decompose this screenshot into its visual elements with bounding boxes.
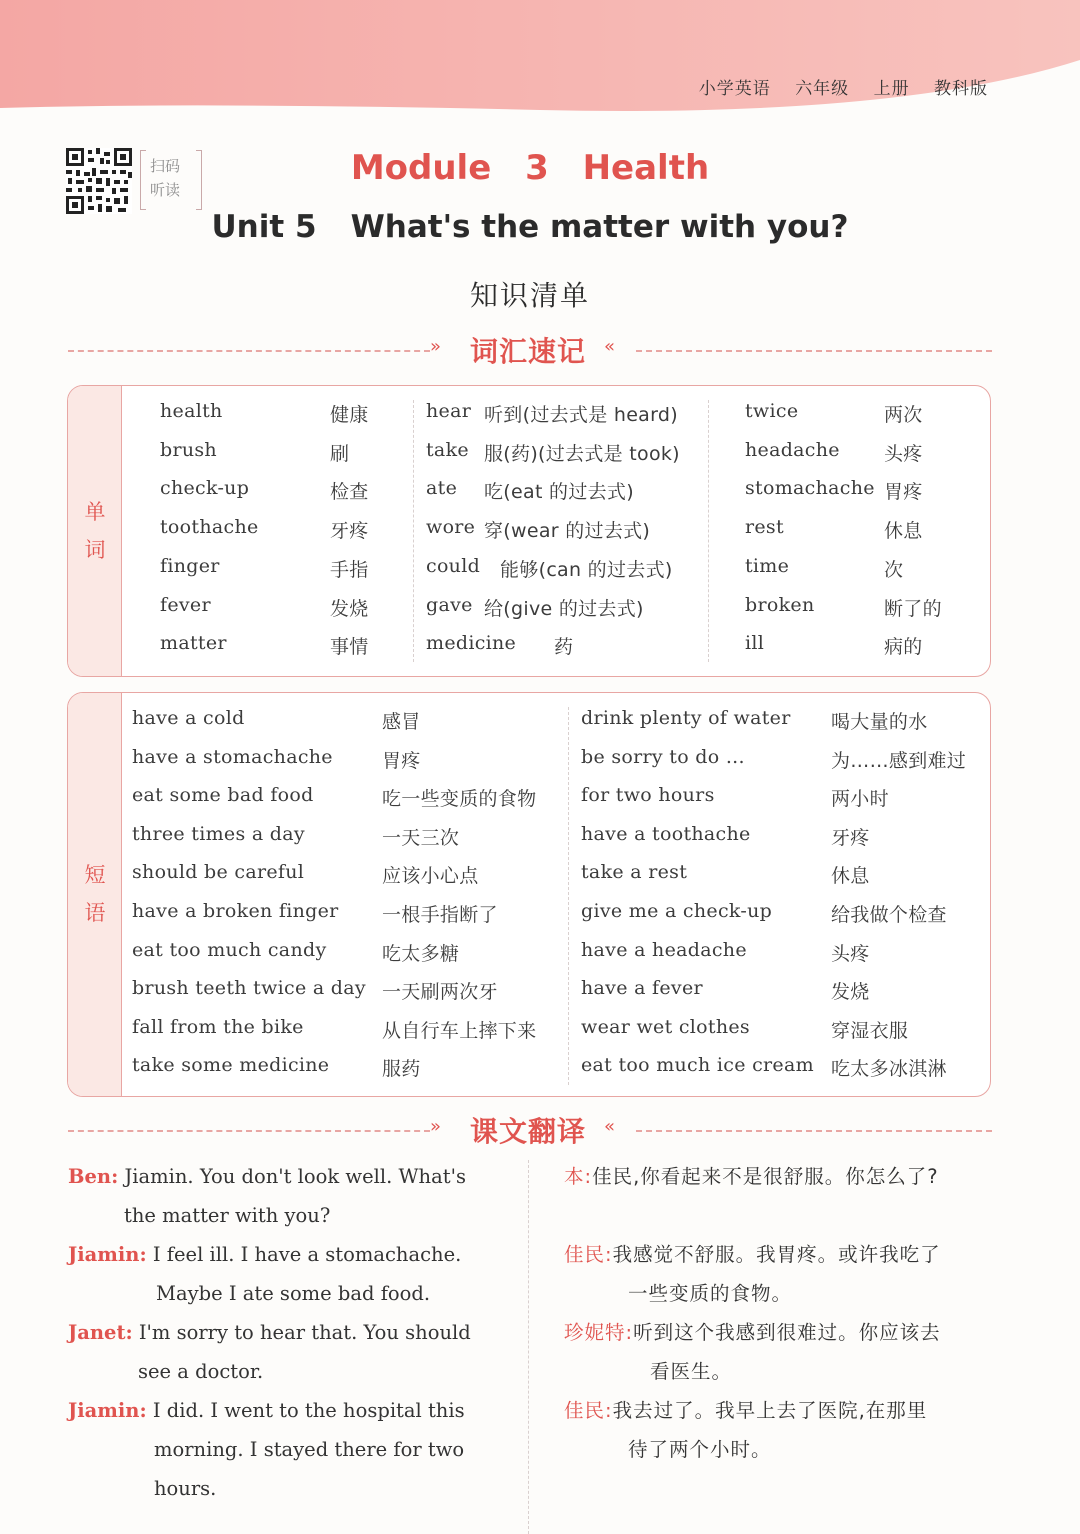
word-en: finger [160,554,220,577]
phrase-cn: 胃疼 [382,749,421,772]
dialogue-line: see a doctor. [138,1360,264,1383]
word-cn: 病的 [884,636,923,659]
dialogue-spacer [564,1196,994,1235]
phrases-side-label [68,693,122,1096]
phrase-cn: 两小时 [831,788,889,811]
word-cn: 两次 [884,404,923,426]
dialogue-line [564,1313,994,1352]
phrase-cn: 给我做个检查 [831,904,947,926]
dialogue-english [68,1157,498,1508]
checklist-heading: 知识清单 [469,279,590,312]
word-en: health [160,400,223,422]
phrase-en: three times a day [132,822,305,845]
dialogue-text: 我感觉不舒服。我胃疼。或许我吃了 [612,1243,941,1266]
word-cn: 服(药)(过去式是 took) [484,442,680,465]
word-cn: 给(give 的过去式) [484,597,644,620]
phrase-cn: 休息 [831,865,870,888]
speaker-name: 佳民: [564,1399,613,1422]
scan-label-line1: 扫码 [150,157,181,175]
top-banner [0,0,1080,118]
word-cn: 检查 [330,481,369,504]
phrase-en: have a toothache [581,822,751,845]
dialogue-line [564,1235,994,1274]
word-en: stomachache [745,477,875,500]
dialogue-line: Maybe I ate some bad food. [156,1282,431,1305]
phrase-cn: 吃一些变质的食物 [382,788,537,811]
dashed-line-left [68,1130,430,1132]
phrase-en: drink plenty of water [581,707,791,729]
word-cn: 穿(wear 的过去式) [484,520,651,543]
word-en: wore [426,516,476,539]
dialogue-line [68,1157,498,1196]
word-en: hear [426,400,472,422]
phrase-en: have a fever [581,977,703,1000]
dialogue-text: 我去过了。我早上去了医院,在那里 [612,1399,928,1422]
dialogue-line [68,1313,498,1352]
book-volume: 上册 [873,79,910,99]
word-cn: 发烧 [330,597,369,620]
dialogue-divider [528,1160,529,1534]
phrase-cn: 牙疼 [831,826,870,849]
word-cn: 听到(过去式是 heard) [484,404,678,426]
phrase-en: eat too much ice cream [581,1054,814,1077]
speaker-name: Janet: [68,1321,133,1344]
words-box [67,385,991,677]
phrase-cn: 从自行车上摔下来 [382,1019,537,1042]
phrase-cn: 一根手指断了 [382,904,498,926]
word-en: matter [160,632,227,655]
dialogue-chinese [564,1157,994,1469]
double-arrow-right-icon: » [430,336,442,357]
phrase-cn: 穿湿衣服 [831,1019,909,1042]
phrase-cn: 为……感到难过 [831,749,967,772]
unit-number: Unit 5 [211,209,317,245]
translation-section-banner [68,1110,992,1150]
word-en: toothache [160,516,259,539]
word-cn: 胃疼 [884,481,923,504]
phrase-cn: 一天三次 [382,826,460,849]
phrase-en: have a broken finger [132,900,339,922]
words-side-label [68,386,122,676]
phrase-en: should be careful [132,861,305,884]
words-label-char2: 词 [84,538,106,562]
phrases-label-char1: 短 [84,863,106,887]
phrase-en: have a headache [581,938,747,961]
word-en: fever [160,593,211,616]
words-label-char1: 单 [84,500,106,524]
word-cn: 事情 [330,636,369,659]
phrases-box [67,692,991,1097]
phrase-cn: 感冒 [382,711,421,733]
phrase-en: take a rest [581,861,688,884]
book-info [681,74,988,99]
phrase-cn: 一天刷两次牙 [382,981,498,1004]
word-en: ate [426,477,458,500]
dashed-line-right [636,350,992,352]
word-en: ill [745,632,765,655]
word-en: take [426,438,469,461]
dialogue-text: I did. I went to the hospital this [152,1399,465,1422]
phrase-en: give me a check-up [581,900,773,922]
dialogue-line [68,1391,498,1430]
word-en: gave [426,593,473,616]
word-cn: 头疼 [884,442,923,465]
vocab-section-title: 词汇速记 [466,330,590,370]
phrase-en: have a stomachache [132,745,333,768]
phrase-en: eat too much candy [132,938,327,961]
word-en: rest [745,516,784,539]
phrase-en: wear wet clothes [581,1015,750,1038]
word-cn: 刷 [330,442,350,465]
dialogue-text: Jiamin. You don't look well. What's [124,1165,466,1188]
speaker-name: 佳民: [564,1243,613,1266]
dashed-line-right [636,1130,992,1132]
word-cn: 能够(can 的过去式) [500,558,673,581]
book-edition: 教科版 [934,79,988,99]
word-cn: 牙疼 [330,520,369,543]
speaker-name: Ben: [68,1165,119,1188]
phrase-en: fall from the bike [132,1015,304,1038]
dialogue-text: 听到这个我感到很难过。你应该去 [633,1321,941,1344]
banner-background [0,0,1080,118]
word-en: could [426,554,481,577]
speaker-name: 本: [564,1165,593,1188]
word-cn: 健康 [330,404,369,426]
speaker-name: 珍妮特: [564,1321,634,1344]
word-cn: 手指 [330,558,369,581]
book-grade: 六年级 [795,79,850,99]
module-title: Module 3 Health [350,148,710,188]
word-en: twice [745,400,799,422]
speaker-name: Jiamin: [68,1399,147,1422]
dialogue-line [564,1157,994,1196]
phrase-en: eat some bad food [132,784,314,807]
scan-label-line2: 听读 [150,181,181,199]
phrase-cn: 吃太多糖 [382,942,460,965]
double-arrow-left-icon: « [604,336,616,357]
phrases-divider [568,707,569,1085]
word-cn: 休息 [884,520,923,543]
dialogue-line [564,1391,994,1430]
book-subject: 小学英语 [698,79,771,99]
phrase-en: be sorry to do ... [581,745,745,768]
phrase-en: take some medicine [132,1054,330,1077]
words-divider-2 [708,400,709,662]
word-cn: 断了的 [884,597,942,620]
word-cn: 药 [554,636,574,659]
phrases-label-char2: 语 [84,901,106,925]
phrase-en: have a cold [132,707,245,729]
dialogue-line: morning. I stayed there for two [154,1438,465,1461]
dialogue-text: I'm sorry to hear that. You should [138,1321,471,1344]
phrase-cn: 服药 [382,1058,421,1081]
word-en: broken [745,593,815,616]
word-en: headache [745,438,840,461]
phrase-en: for two hours [581,784,715,807]
phrase-cn: 喝大量的水 [831,711,928,733]
dialogue-text: 佳民,你看起来不是很舒服。你怎么了? [592,1165,939,1188]
translation-section-title: 课文翻译 [466,1110,590,1150]
dialogue-line [68,1235,498,1274]
speaker-name: Jiamin: [68,1243,147,1266]
word-en: brush [160,438,217,461]
dialogue-text: I feel ill. I have a stomachache. [152,1243,462,1266]
phrase-en: brush teeth twice a day [132,977,366,1000]
word-cn: 次 [884,558,904,581]
word-en: check-up [160,477,250,500]
word-cn: 吃(eat 的过去式) [484,481,634,504]
phrase-cn: 吃太多冰淇淋 [831,1058,947,1081]
word-en: time [745,554,790,577]
word-en: medicine [426,632,517,655]
dialogue-line: 一些变质的食物。 [628,1282,793,1305]
unit-name: What's the matter with you? [350,209,849,245]
double-arrow-right-icon: » [430,1116,442,1137]
dialogue-line: 看医生。 [650,1360,733,1383]
phrase-cn: 应该小心点 [382,865,479,888]
phrase-cn: 头疼 [831,942,870,965]
dialogue-line: 待了两个小时。 [628,1438,772,1461]
unit-title [0,209,1060,245]
dashed-line-left [68,350,430,352]
dialogue-line: hours. [154,1477,217,1500]
words-divider-1 [413,400,414,662]
dialogue-line: the matter with you? [124,1204,331,1227]
phrase-cn: 发烧 [831,981,870,1004]
vocab-section-banner [68,330,992,370]
double-arrow-left-icon: « [604,1116,616,1137]
